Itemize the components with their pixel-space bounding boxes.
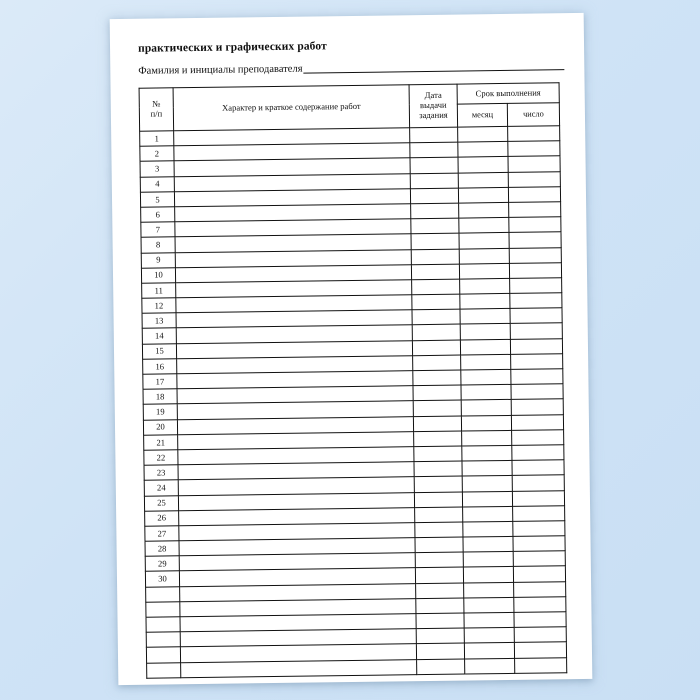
row-issue-date-cell[interactable] <box>410 157 458 173</box>
row-number-cell: 21 <box>144 435 178 451</box>
row-month-cell[interactable] <box>460 309 510 325</box>
row-issue-date-cell[interactable] <box>414 431 462 447</box>
row-day-cell[interactable] <box>511 384 563 400</box>
row-day-cell[interactable] <box>513 521 565 537</box>
row-month-cell[interactable] <box>459 248 509 264</box>
row-day-cell[interactable] <box>514 612 566 628</box>
row-number-cell: 6 <box>141 207 175 223</box>
row-number-cell: 14 <box>142 328 176 344</box>
row-month-cell[interactable] <box>464 643 514 659</box>
row-day-cell[interactable] <box>510 278 562 294</box>
issue-date-line1: Дата <box>424 89 442 101</box>
teacher-name-label: Фамилия и инициалы преподавателя <box>138 63 303 77</box>
table-body <box>140 126 567 678</box>
row-day-cell[interactable] <box>513 505 565 521</box>
column-header-number-line1: № <box>152 98 161 109</box>
row-issue-date-cell[interactable] <box>416 613 464 629</box>
table-header <box>139 83 560 131</box>
row-month-cell[interactable] <box>461 385 511 401</box>
row-day-cell[interactable] <box>509 202 561 218</box>
row-issue-date-cell[interactable] <box>414 476 462 492</box>
row-number-cell: 1 <box>140 131 174 147</box>
row-day-cell[interactable] <box>509 217 561 233</box>
row-issue-date-cell[interactable] <box>414 492 462 508</box>
row-number-cell: 30 <box>145 571 179 587</box>
row-issue-date-cell[interactable] <box>415 537 463 553</box>
column-header-deadline-group: Срок выполнения <box>457 83 559 104</box>
row-month-cell[interactable] <box>461 415 511 431</box>
row-month-cell[interactable] <box>460 293 510 309</box>
row-day-cell[interactable] <box>510 293 562 309</box>
row-month-cell[interactable] <box>460 324 510 340</box>
row-number-cell-blank <box>146 602 180 618</box>
row-issue-date-cell[interactable] <box>412 294 460 310</box>
row-issue-date-cell[interactable] <box>410 188 458 204</box>
row-issue-date-cell[interactable] <box>413 416 461 432</box>
row-day-cell[interactable] <box>509 247 561 263</box>
row-month-cell[interactable] <box>458 142 508 158</box>
column-header-number-line2: п/п <box>150 108 163 119</box>
row-issue-date-cell[interactable] <box>410 173 458 189</box>
row-description-cell[interactable] <box>181 659 417 677</box>
row-day-cell[interactable] <box>510 323 562 339</box>
row-issue-date-cell[interactable] <box>415 522 463 538</box>
row-number-cell-blank <box>146 586 180 602</box>
row-issue-date-cell[interactable] <box>414 446 462 462</box>
row-day-cell[interactable] <box>512 445 564 461</box>
column-header-deadline-month: месяц <box>457 103 507 127</box>
row-month-cell[interactable] <box>460 339 510 355</box>
row-issue-date-cell[interactable] <box>411 233 459 249</box>
row-number-cell-blank <box>147 662 181 678</box>
row-day-cell[interactable] <box>512 475 564 491</box>
row-issue-date-cell[interactable] <box>412 279 460 295</box>
row-number-cell: 8 <box>141 237 175 253</box>
column-header-deadline-day: число <box>507 103 559 127</box>
row-day-cell[interactable] <box>511 414 563 430</box>
row-number-cell: 2 <box>140 146 174 162</box>
row-number-cell: 25 <box>144 495 178 511</box>
row-number-cell: 10 <box>141 267 175 283</box>
row-number-cell: 12 <box>142 298 176 314</box>
row-day-cell[interactable] <box>512 460 564 476</box>
teacher-name-rule[interactable] <box>303 58 564 73</box>
row-month-cell[interactable] <box>459 233 509 249</box>
row-day-cell[interactable] <box>508 186 560 202</box>
row-issue-date-cell[interactable] <box>410 127 458 143</box>
row-month-cell[interactable] <box>462 430 512 446</box>
row-issue-date-cell[interactable] <box>412 325 460 341</box>
row-month-cell[interactable] <box>461 354 511 370</box>
row-issue-date-cell[interactable] <box>411 218 459 234</box>
column-header-issue-date <box>409 84 458 128</box>
row-day-cell[interactable] <box>508 126 560 142</box>
row-number-cell: 18 <box>143 389 177 405</box>
row-day-cell[interactable] <box>511 369 563 385</box>
row-issue-date-cell[interactable] <box>416 583 464 599</box>
row-day-cell[interactable] <box>511 354 563 370</box>
row-issue-date-cell[interactable] <box>415 507 463 523</box>
row-issue-date-cell[interactable] <box>413 370 461 386</box>
row-issue-date-cell[interactable] <box>416 628 464 644</box>
row-day-cell[interactable] <box>509 232 561 248</box>
row-number-cell: 16 <box>143 359 177 375</box>
row-day-cell[interactable] <box>512 429 564 445</box>
row-number-cell: 23 <box>144 465 178 481</box>
page-content <box>138 37 572 678</box>
row-day-cell[interactable] <box>513 566 565 582</box>
row-month-cell[interactable] <box>462 476 512 492</box>
row-issue-date-cell[interactable] <box>414 461 462 477</box>
row-month-cell[interactable] <box>463 536 513 552</box>
row-issue-date-cell[interactable] <box>411 264 459 280</box>
row-day-cell[interactable] <box>514 642 566 658</box>
row-day-cell[interactable] <box>508 141 560 157</box>
row-issue-date-cell[interactable] <box>415 567 463 583</box>
row-number-cell-blank <box>146 632 180 648</box>
row-issue-date-cell[interactable] <box>413 400 461 416</box>
row-day-cell[interactable] <box>508 156 560 172</box>
row-month-cell[interactable] <box>463 521 513 537</box>
row-month-cell[interactable] <box>461 369 511 385</box>
row-issue-date-cell[interactable] <box>416 643 464 659</box>
row-number-cell-blank <box>146 617 180 633</box>
row-issue-date-cell[interactable] <box>410 142 458 158</box>
row-number-cell: 7 <box>141 222 175 238</box>
row-month-cell[interactable] <box>458 172 508 188</box>
row-day-cell[interactable] <box>512 490 564 506</box>
row-number-cell: 13 <box>142 313 176 329</box>
row-day-cell[interactable] <box>514 581 566 597</box>
row-number-cell: 22 <box>144 450 178 466</box>
page-title: практических и графических работ <box>137 40 327 55</box>
row-issue-date-cell[interactable] <box>411 203 459 219</box>
row-month-cell[interactable] <box>458 126 508 142</box>
row-day-cell[interactable] <box>511 399 563 415</box>
row-month-cell[interactable] <box>462 445 512 461</box>
row-issue-date-cell[interactable] <box>416 598 464 614</box>
row-number-cell: 9 <box>141 252 175 268</box>
row-issue-date-cell[interactable] <box>412 309 460 325</box>
issue-date-line3: задания <box>419 109 448 121</box>
row-number-cell: 5 <box>140 192 174 208</box>
column-header-number <box>139 88 174 131</box>
row-month-cell[interactable] <box>465 658 515 674</box>
row-month-cell[interactable] <box>464 612 514 628</box>
row-issue-date-cell[interactable] <box>413 355 461 371</box>
row-day-cell[interactable] <box>509 262 561 278</box>
row-number-cell: 29 <box>145 556 179 572</box>
row-number-cell: 20 <box>143 419 177 435</box>
row-month-cell[interactable] <box>464 628 514 644</box>
row-month-cell[interactable] <box>459 263 509 279</box>
row-day-cell[interactable] <box>514 597 566 613</box>
row-number-cell: 11 <box>142 283 176 299</box>
row-month-cell[interactable] <box>459 202 509 218</box>
row-month-cell[interactable] <box>459 218 509 234</box>
row-day-cell[interactable] <box>508 171 560 187</box>
row-day-cell[interactable] <box>514 627 566 643</box>
row-number-cell: 26 <box>145 510 179 526</box>
row-month-cell[interactable] <box>460 278 510 294</box>
row-day-cell[interactable] <box>513 536 565 552</box>
row-number-cell: 3 <box>140 161 174 177</box>
row-issue-date-cell[interactable] <box>411 249 459 265</box>
row-month-cell[interactable] <box>464 597 514 613</box>
row-issue-date-cell[interactable] <box>417 659 465 675</box>
row-day-cell[interactable] <box>515 657 567 673</box>
teacher-name-field <box>138 58 564 77</box>
column-header-description: Характер и краткое содержание работ <box>173 85 410 131</box>
row-number-cell: 24 <box>144 480 178 496</box>
row-month-cell[interactable] <box>458 157 508 173</box>
row-day-cell[interactable] <box>513 551 565 567</box>
row-month-cell[interactable] <box>462 461 512 477</box>
row-month-cell[interactable] <box>461 400 511 416</box>
row-number-cell-blank <box>146 647 180 663</box>
row-month-cell[interactable] <box>463 506 513 522</box>
row-month-cell[interactable] <box>463 552 513 568</box>
row-month-cell[interactable] <box>463 567 513 583</box>
row-issue-date-cell[interactable] <box>412 340 460 356</box>
row-number-cell: 4 <box>140 176 174 192</box>
row-month-cell[interactable] <box>464 582 514 598</box>
issue-date-line2: выдачи <box>419 99 447 111</box>
row-month-cell[interactable] <box>458 187 508 203</box>
document-page <box>110 13 593 685</box>
row-number-cell: 17 <box>143 374 177 390</box>
row-day-cell[interactable] <box>510 308 562 324</box>
row-number-cell: 15 <box>142 343 176 359</box>
row-number-cell: 19 <box>143 404 177 420</box>
row-issue-date-cell[interactable] <box>413 385 461 401</box>
works-table <box>139 82 568 678</box>
row-month-cell[interactable] <box>462 491 512 507</box>
row-number-cell: 27 <box>145 526 179 542</box>
row-number-cell: 28 <box>145 541 179 557</box>
row-issue-date-cell[interactable] <box>415 552 463 568</box>
row-day-cell[interactable] <box>510 338 562 354</box>
